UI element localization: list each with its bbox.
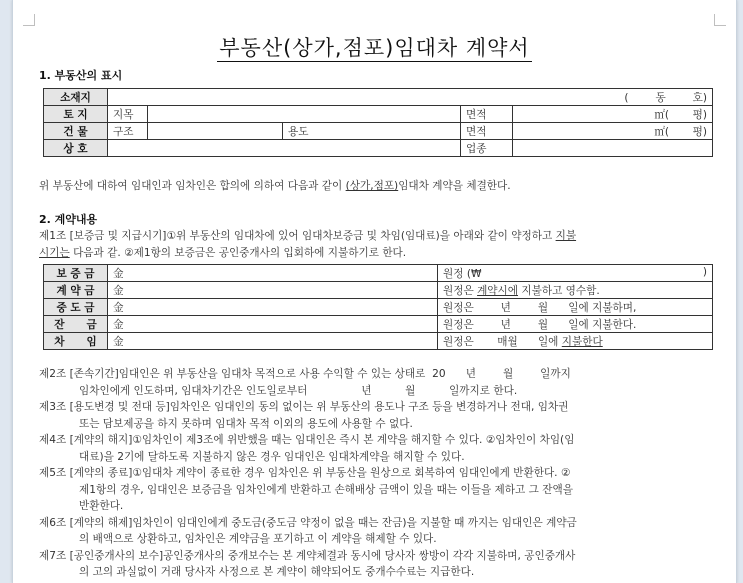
cell-label: 업종 <box>461 140 513 157</box>
cell-label: 면적 <box>461 123 513 140</box>
document-page <box>12 0 737 583</box>
cell-label: 용도 <box>283 123 461 140</box>
table-row <box>44 106 713 123</box>
cell-label: 구조 <box>108 123 148 140</box>
table-row <box>44 265 713 282</box>
amount-cell: 金 <box>108 265 438 282</box>
cell-value <box>148 123 283 140</box>
article-3: 제3조 [용도변경 및 전대 등]임차인은 임대인의 동의 없이는 위 부동산의 용도나 구조 등을 변경하거나 전대, 임차권 또는 담보제공을 하지 못하며 임대차 목적 이외의 용도에 사용할 수 없다. <box>39 401 569 430</box>
cell-value: ㎡( 평) <box>513 123 713 140</box>
amount-cell: 金 <box>108 316 438 333</box>
row-label: 계 약 금 <box>44 282 108 299</box>
row-label: 잔 금 <box>44 316 108 333</box>
page-corner-mark <box>714 14 726 26</box>
row-label: 차 임 <box>44 333 108 350</box>
row-label: 중 도 금 <box>44 299 108 316</box>
article-4: 제4조 [계약의 해지]①임차인이 제3조에 위반했을 때는 임대인은 즉시 본 계약을 해지할 수 있다. ②임차인이 차임(임 대료)을 2기에 달하도록 지불하지 않은 경우 임대인은 임대차계약을 해지할 수 있다. <box>39 434 575 463</box>
property-table <box>43 88 713 157</box>
article-6: 제6조 [계약의 해제]임차인이 임대인에게 중도금(중도금 약정이 없을 때는 잔금)을 지불할 때 까지는 임대인은 계약금 의 배액으로 상환하고, 임차인은 계약금을 포기하고 이 계약을 해제할 수 있다. <box>39 516 577 545</box>
document-title: 부동산(상가,점포)임대차 계약서 <box>219 36 530 60</box>
cell-value <box>148 106 461 123</box>
payment-table <box>43 264 713 350</box>
page-corner-mark <box>23 14 35 26</box>
table-row <box>44 123 713 140</box>
address-cell: ( 동 호) <box>108 89 713 106</box>
note-cell: 원정은 매월 일에 지불한다 <box>438 333 713 350</box>
table-row <box>44 299 713 316</box>
article-5: 제5조 [계약의 종료]①임대차 계약이 종료한 경우 임차인은 위 부동산을 원상으로 회복하여 임대인에게 반환한다. ② 제1항의 경우, 임대인은 보증금을 임차인에게 반환하고 손해배상 금액이 있을 때는 이들을 제하고 그 잔액을 반환한다. <box>39 467 573 512</box>
row-label: 소재지 <box>44 89 108 106</box>
table-row <box>44 89 713 106</box>
table-row <box>44 140 713 157</box>
amount-cell: 金 <box>108 299 438 316</box>
table-row <box>44 333 713 350</box>
section-heading-property: 1. 부동산의 표시 <box>39 69 123 82</box>
article-1: 제1조 [보증금 및 지급시기]①위 부동산의 임대차에 있어 임대차보증금 및 차임(임대료)을 아래와 같이 약정하고 지불 <box>39 230 577 242</box>
note-cell: 원정은 계약시에 지불하고 영수함. <box>438 282 713 299</box>
cell-label: 지목 <box>108 106 148 123</box>
agreement-statement: 위 부동산에 대하여 임대인과 임차인은 합의에 의하여 다음과 같이 (상가,점포)임대차 계약을 체결한다. <box>39 180 511 192</box>
amount-cell: 金 <box>108 282 438 299</box>
articles-list <box>39 366 719 581</box>
cell-value <box>513 140 713 157</box>
cell-value <box>108 140 461 157</box>
article-2: 제2조 [존속기간]임대인은 위 부동산을 임대차 목적으로 사용 수익할 수 있는 상태로 20 년 월 일까지 임차인에게 인도하며, 임대차기간은 인도일로부터 년 월 일까지로 한다. <box>39 368 571 397</box>
amount-cell: 金 <box>108 333 438 350</box>
table-row <box>44 316 713 333</box>
section-heading-contract: 2. 계약내용 <box>39 213 98 226</box>
row-label: 토 지 <box>44 106 108 123</box>
cell-label: 면적 <box>461 106 513 123</box>
row-label: 보 증 금 <box>44 265 108 282</box>
cell-value: ㎡( 평) <box>513 106 713 123</box>
row-label: 건 물 <box>44 123 108 140</box>
note-cell: 원정은 년 월 일에 지불한다. <box>438 316 713 333</box>
note-cell: 원정은 년 월 일에 지불하며, <box>438 299 713 316</box>
note-cell: 원정 (₩ ) <box>438 265 713 282</box>
table-row <box>44 282 713 299</box>
article-1-cont: 시기는 다음과 같. ②제1항의 보증금은 공인중개사의 입회하에 지불하기로 한다. <box>39 247 407 259</box>
article-7: 제7조 [공인중개사의 보수]공인중개사의 중개보수는 본 계약체결과 동시에 당사자 쌍방이 각각 지불하며, 공인중개사 의 고의 과실없이 거래 당사자 사정으로 본 계약이 해약되어도 중개수수료는 지급한다. <box>39 549 576 578</box>
row-label: 상 호 <box>44 140 108 157</box>
